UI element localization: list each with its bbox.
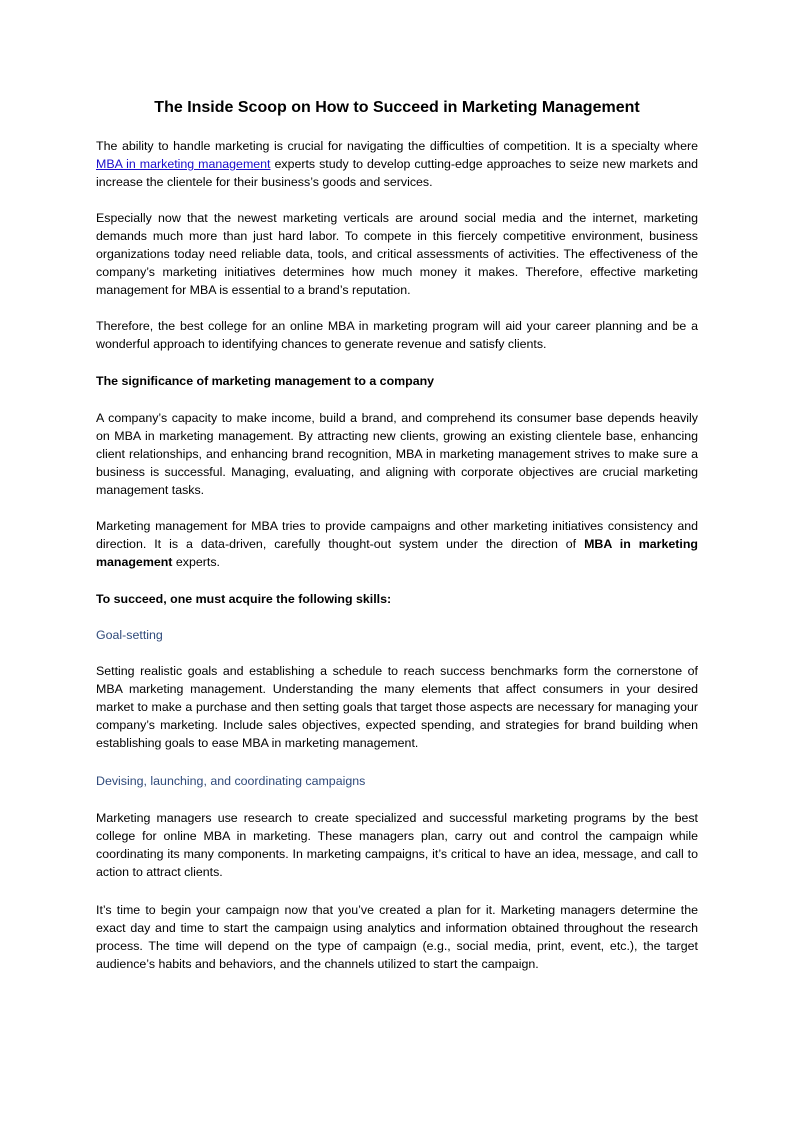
document-title: The Inside Scoop on How to Succeed in Marketing Management (154, 99, 640, 116)
section-heading: To succeed, one must acquire the following skills: (96, 592, 392, 606)
paragraph: A company’s capacity to make income, build a brand, and comprehend its consumer base depends heavily on MBA in marketing management. By attracting new clients, growing an existing clientele base, enhancing client relationships, and enhancing brand recognition, MBA in marketing management strives to make sure a business is successful. Managing, evaluating, and aligning with corporate objectives are crucial marketing management tasks. (96, 411, 698, 497)
paragraph: Especially now that the newest marketing verticals are around social media and the internet, marketing demands much more than just hard labor. To compete in this fiercely competitive environment, business organizations today need reliable data, tools, and critical assessments of activities. The effectiveness of the company’s marketing initiatives determines how much money it makes. Therefore, effective marketing management for MBA is essential to a brand’s reputation. (96, 211, 698, 297)
text: experts study to develop cutting-edge approaches to seize new markets and increase the clientele for their business’s goods and services. (96, 157, 698, 189)
subheading: Devising, launching, and coordinating campaigns (96, 774, 366, 788)
paragraph: Marketing managers use research to create specialized and successful marketing programs by the best college for online MBA in marketing. These managers plan, carry out and control the campaign while coordinating its many components. In marketing campaigns, it’s critical to have an idea, message, and call to action to attract clients. (96, 811, 698, 879)
paragraph: Setting realistic goals and establishing a schedule to reach success benchmarks form the cornerstone of MBA marketing management. Understanding the many elements that affect consumers in your desired market to make a purchase and then setting goals that target those aspects are necessary for managing your company’s marketing. Include sales objectives, expected spending, and strategies for brand building when establishing goals to ease MBA in marketing management. (96, 664, 698, 750)
paragraph-intro (96, 137, 698, 191)
paragraph: Therefore, the best college for an online MBA in marketing program will aid your career planning and be a wonderful approach to identifying chances to generate revenue and satisfy clients. (96, 319, 698, 351)
paragraph (96, 517, 698, 571)
mba-link[interactable]: MBA in marketing management (96, 157, 271, 171)
bold-text: MBA in marketing management (96, 537, 698, 569)
text: experts. (172, 555, 220, 569)
subheading: Goal-setting (96, 628, 163, 642)
text: Marketing management for MBA tries to provide campaigns and other marketing initiatives consistency and direction. It is a data-driven, carefully thought-out system under the direction of (96, 519, 698, 551)
text: The ability to handle marketing is crucial for navigating the difficulties of competition. It is a specialty where (96, 139, 698, 153)
paragraph: It’s time to begin your campaign now that you’ve created a plan for it. Marketing managers determine the exact day and time to start the campaign using analytics and information obtained throughout the research process. The time will depend on the type of campaign (e.g., social media, print, event, etc.), the target audience’s habits and behaviors, and the channels utilized to start the campaign. (96, 903, 698, 971)
section-heading: The significance of marketing management to a company (96, 374, 435, 388)
